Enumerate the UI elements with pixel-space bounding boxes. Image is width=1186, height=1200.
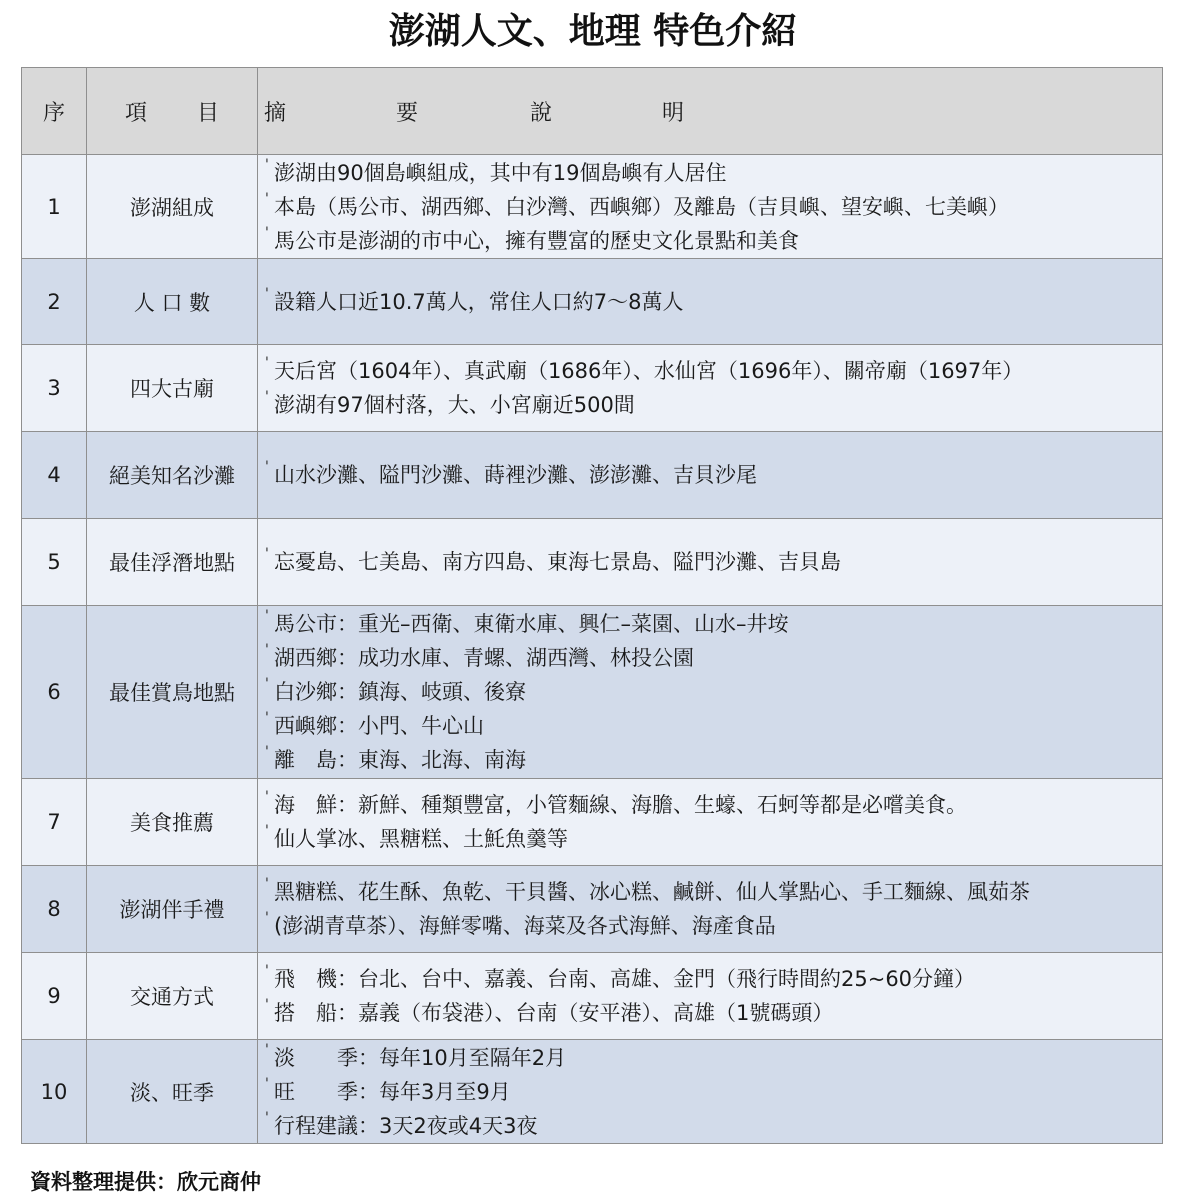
description-line: ' 山水沙灘、隘門沙灘、蒔裡沙灘、澎澎灘、吉貝沙尾 — [274, 458, 1162, 492]
table-row — [22, 155, 1163, 259]
description-line: ' 離 島：東海、北海、南海 — [274, 743, 1162, 777]
description-line: ' 仙人掌冰、黑糖糕、土魠魚羹等 — [274, 822, 1162, 856]
header-desc — [258, 68, 1163, 155]
row-item: 澎湖伴手禮 — [87, 866, 258, 953]
description-line: ' 西嶼鄉：小門、牛心山 — [274, 709, 1162, 743]
table-row — [22, 345, 1163, 432]
description-line: ' 馬公市是澎湖的市中心，擁有豐富的歷史文化景點和美食 — [274, 224, 1162, 258]
row-description — [258, 432, 1163, 519]
header-item-char: 目 — [197, 100, 220, 126]
row-description — [258, 259, 1163, 345]
row-number: 6 — [22, 606, 87, 779]
description-line: ' 飛 機：台北、台中、嘉義、台南、高雄、金門（飛行時間約25~60分鐘） — [274, 962, 1162, 996]
description-lines — [258, 962, 1162, 1030]
description-lines — [258, 607, 1162, 777]
description-line: ' 忘憂島、七美島、南方四島、東海七景島、隘門沙灘、吉貝島 — [274, 545, 1162, 579]
header-desc-char: 要 — [396, 100, 419, 126]
row-item: 最佳浮潛地點 — [87, 519, 258, 606]
info-table — [21, 67, 1163, 1144]
row-item: 交通方式 — [87, 953, 258, 1040]
table-row — [22, 779, 1163, 866]
row-number: 1 — [22, 155, 87, 259]
description-lines — [258, 875, 1162, 943]
row-number: 9 — [22, 953, 87, 1040]
table-body — [22, 155, 1163, 1144]
table-row — [22, 259, 1163, 345]
description-lines — [258, 545, 1162, 579]
description-line: ' 湖西鄉：成功水庫、青螺、湖西灣、林投公園 — [274, 641, 1162, 675]
row-item: 絕美知名沙灘 — [87, 432, 258, 519]
row-number: 8 — [22, 866, 87, 953]
description-line: ' 白沙鄉：鎮海、岐頭、後寮 — [274, 675, 1162, 709]
row-description — [258, 519, 1163, 606]
row-description — [258, 866, 1163, 953]
description-line: ' 行程建議：3天2夜或4天3夜 — [274, 1109, 1162, 1143]
row-number: 3 — [22, 345, 87, 432]
description-line: ' 澎湖由90個島嶼組成，其中有19個島嶼有人居住 — [274, 156, 1162, 190]
row-number: 4 — [22, 432, 87, 519]
description-line: ' 海 鮮：新鮮、種類豐富，小管麵線、海膽、生蠔、石蚵等都是必嚐美食。 — [274, 788, 1162, 822]
table-row — [22, 432, 1163, 519]
header-desc-char: 摘 — [264, 100, 287, 126]
description-lines — [258, 1041, 1162, 1143]
description-line: ' 馬公市：重光–西衛、東衛水庫、興仁–菜園、山水–井垵 — [274, 607, 1162, 641]
description-line: ' 設籍人口近10.7萬人，常住人口約7～8萬人 — [274, 285, 1162, 319]
row-description — [258, 1040, 1163, 1144]
description-line: ' 天后宮（1604年）、真武廟（1686年）、水仙宮（1696年）、關帝廟（1697年） — [274, 354, 1162, 388]
table-row — [22, 519, 1163, 606]
description-line: ' 旺 季：每年3月至9月 — [274, 1075, 1162, 1109]
description-lines — [258, 788, 1162, 856]
row-number: 7 — [22, 779, 87, 866]
row-item: 淡、旺季 — [87, 1040, 258, 1144]
row-description — [258, 779, 1163, 866]
row-description — [258, 345, 1163, 432]
source-credit: 資料整理提供：欣元商仲 — [30, 1170, 261, 1194]
row-number: 10 — [22, 1040, 87, 1144]
row-number: 2 — [22, 259, 87, 345]
description-line: ' 澎湖有97個村落，大、小宮廟近500間 — [274, 388, 1162, 422]
table-row — [22, 866, 1163, 953]
description-lines — [258, 156, 1162, 258]
table-row — [22, 606, 1163, 779]
header-item-char: 項 — [124, 100, 147, 126]
row-description — [258, 953, 1163, 1040]
header-desc-char: 說 — [530, 100, 553, 126]
row-number: 5 — [22, 519, 87, 606]
table-row — [22, 953, 1163, 1040]
description-lines — [258, 354, 1162, 422]
description-line: ' 本島（馬公市、湖西鄉、白沙灣、西嶼鄉）及離島（吉貝嶼、望安嶼、七美嶼） — [274, 190, 1162, 224]
row-item: 美食推薦 — [87, 779, 258, 866]
table-row — [22, 1040, 1163, 1144]
page-title: 澎湖人文、地理 特色介紹 — [388, 11, 798, 52]
row-item: 最佳賞鳥地點 — [87, 606, 258, 779]
header-no: 序 — [22, 68, 87, 155]
header-item — [87, 68, 258, 155]
description-line: ' 黑糖糕、花生酥、魚乾、干貝醬、冰心糕、鹹餅、仙人掌點心、手工麵線、風茹茶 — [274, 875, 1162, 909]
row-description — [258, 606, 1163, 779]
description-line: ' 淡 季：每年10月至隔年2月 — [274, 1041, 1162, 1075]
row-description — [258, 155, 1163, 259]
table-header-row — [22, 68, 1163, 155]
row-item: 四大古廟 — [87, 345, 258, 432]
description-lines — [258, 458, 1162, 492]
header-desc-char: 明 — [662, 100, 685, 126]
description-line: ' 搭 船：嘉義（布袋港）、台南（安平港）、高雄（1號碼頭） — [274, 996, 1162, 1030]
row-item: 澎湖組成 — [87, 155, 258, 259]
row-item: 人 口 數 — [87, 259, 258, 345]
description-lines — [258, 285, 1162, 319]
description-line: ' (澎湖青草茶）、海鮮零嘴、海菜及各式海鮮、海產食品 — [274, 909, 1162, 943]
